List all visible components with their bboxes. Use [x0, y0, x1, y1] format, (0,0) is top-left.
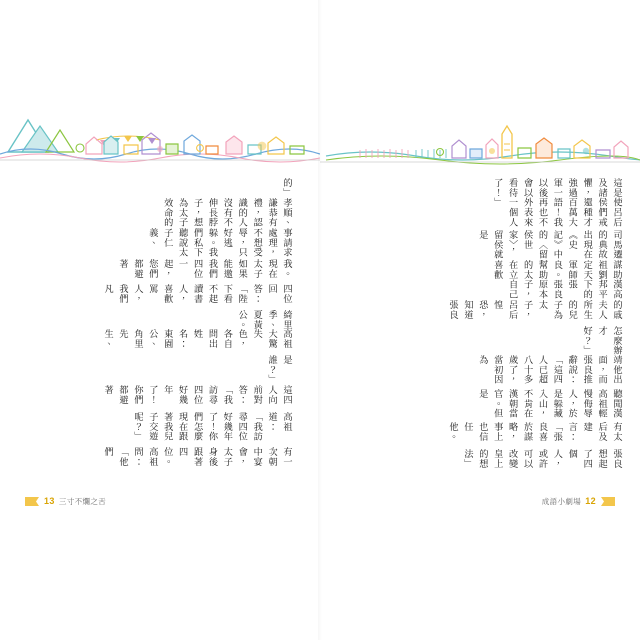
left-page-text-column: 我。現在太子如果能邀我們四位一起，您們都避著 [118, 258, 292, 279]
left-page-text-column: 四位回答：「陛下看不起讀書人，喜歡罵人，我們凡 [103, 283, 292, 304]
left-page-text-column: 這四人向前對答：「我訪尋四位好幾年了！你們都避著 [103, 384, 292, 405]
left-page-chapter-label: 三寸不爛之舌 [58, 496, 107, 506]
left-page-text-column: 孝順、謙恭有禮，認識的人沒有不伸長脖子，想為太子效命的 [162, 197, 292, 228]
right-page-text-column: 怎麼辦才好？」 [582, 325, 622, 356]
right-page-text-column: 聽聞漢高祖輕慢侮辱人，於是躲藏入山，不肯在漢朝當官。但是 [477, 388, 622, 419]
right-page-text-column: 有太后及建言：「張良喜於謀略，事上也信任他。 [448, 422, 622, 443]
right-page-text-column: 張良想起了四個人，或許可以改變皇上的想法」 [462, 448, 622, 469]
left-page-body [22, 178, 294, 474]
left-page-footer [24, 494, 110, 508]
left-page-text-column: 的」 [282, 178, 292, 198]
left-page-text-column: 綺里季、夏黃公。 [237, 309, 292, 330]
left-page-number: 13 [44, 496, 55, 506]
right-page-text-column: 謀助漢高祖劉邦平定天下的軍師張良。張良幫助原本的太子，在立自己喜歡 [492, 260, 622, 300]
village-skyline-illustration-right [320, 104, 640, 174]
page-gutter [318, 0, 322, 640]
right-page-body [338, 178, 624, 474]
left-page-text-column: 高祖大驚失色，各自問出姓名：東園公、角里先生、 [103, 329, 292, 349]
left-page-text-column: 有一次朝中宴會，太子身後跟著四位。高祖問：「他們 [103, 446, 292, 467]
right-page-text-column: 司馬遷的典故出現在《史記》中的〈留侯世家〉，留侯就是 [477, 229, 622, 259]
right-page-footer [538, 494, 616, 508]
left-page-text-column: 是誰？」 [267, 355, 292, 385]
bookmark-icon [24, 496, 40, 507]
right-page [320, 0, 640, 640]
left-page-text-column: 事請求處理，不想受辱，只好逃躲。我們私下聽說太子仁義、 [147, 228, 292, 258]
right-page-number: 12 [585, 496, 596, 506]
village-skyline-illustration-left [0, 104, 320, 174]
right-page-text-column: 的戚夫人所生的兒子為太子，呂后惶恐，知道張良 [448, 299, 622, 320]
bookmark-icon [600, 496, 616, 507]
right-page-text-column: 靖他出面，而張良推辭說：「這四人已超八十多歲了，當初因為 [477, 355, 622, 385]
right-page-chapter-label: 成語小劇場 [541, 496, 582, 506]
left-page-text-column: 高祖道：「我訪尋四位好幾年了！你們怎麼現在跟著我兒子交遊呢？」 [132, 411, 292, 442]
right-page-text-column: 這是使呂后及諸侯們戒懼，還種才強過百萬大軍一語！我以後再也不會以外表來看待一個人了！」 [492, 178, 622, 227]
